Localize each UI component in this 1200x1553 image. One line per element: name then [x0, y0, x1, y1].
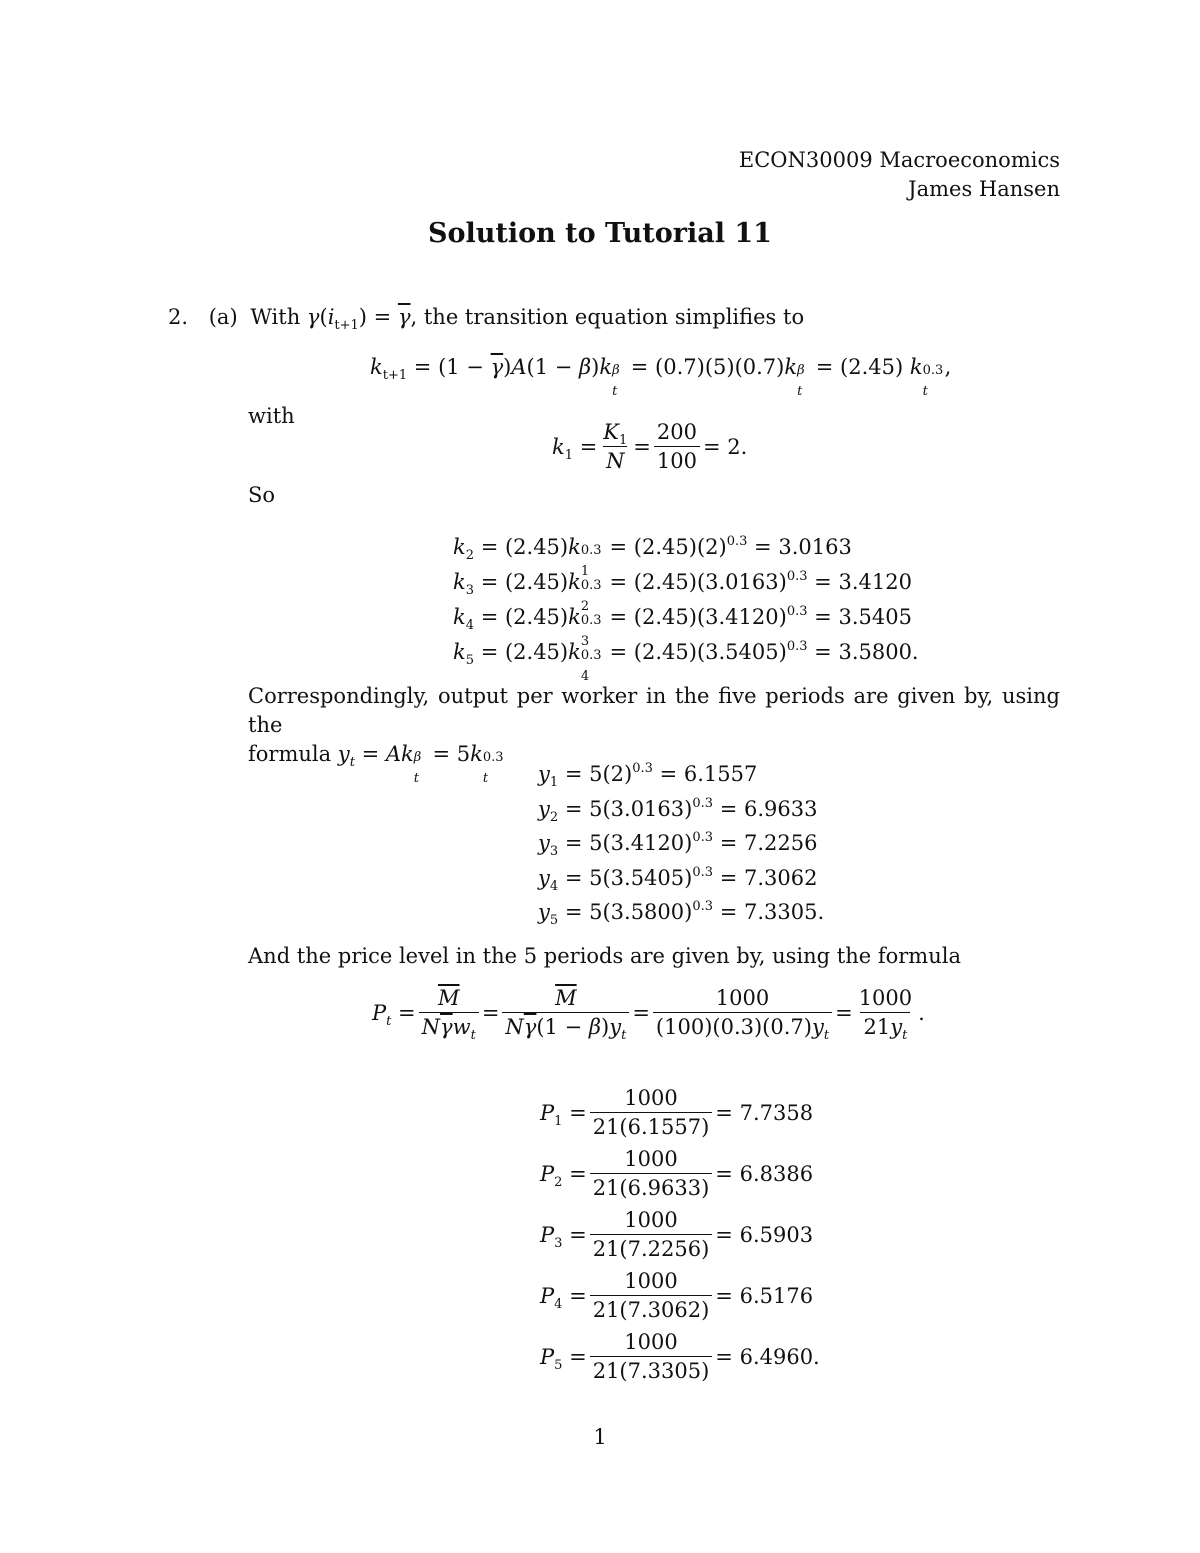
p-row: $P_3$ = $\frac{1000}{21(7.2256)}$ = 6.5903: [540, 1208, 814, 1261]
price-intro: And the price level in the 5 periods are given by, using the formula: [248, 944, 961, 968]
p-row: $P_4$ = $\frac{1000}{21(7.3062)}$ = 6.5176: [540, 1269, 814, 1322]
so-label: So: [248, 483, 276, 507]
k-row: $k_2 = (2.45)k$ 0.3 1 = $(2.45)(2)^{0.3} = 3.0163$: [453, 534, 852, 579]
y-row: $y_2 = 5(3.0163)^{0.3} = 6.9633$: [538, 795, 818, 825]
output-intro-line2: formula $y_t = Ak$ β t = 5k 0.3 t: [248, 742, 504, 786]
header: [739, 146, 1060, 204]
k-row: $k_3 = (2.45)k$ 0.3 2 = $(2.45)(3.0163)^{0.3} = 3.4120$: [453, 569, 912, 614]
question-intro: 2. (a) With $\gamma(i_{t+1}) = \overline{\gamma}$, the transition equation simplifies to: [168, 305, 805, 333]
question-number: 2.: [168, 305, 189, 329]
transition-equation: $k_{t+1} = (1 - \overline{\gamma})A(1 - \beta)k$ β t = (0.7)(5)(0.7)k β t = (2.45) k 0.3 t ,: [370, 355, 952, 399]
k-row: $k_5 = (2.45)k$ 0.3 4 = $(2.45)(3.5405)^{0.3} = 3.5800$.: [453, 639, 919, 684]
p-row: $P_5$ = $\frac{1000}{21(7.3305)}$ = 6.4960.: [540, 1330, 820, 1383]
output-intro-line1: Correspondingly, output per worker in the five periods are given by, using the: [248, 684, 1060, 737]
y-row: $y_4 = 5(3.5405)^{0.3} = 7.3062$: [538, 864, 818, 894]
p-row: $P_1$ = $\frac{1000}{21(6.1557)}$ = 7.7358: [540, 1086, 814, 1139]
y-equations: [538, 757, 824, 930]
k1-equation: $k_1$ = $\frac{K_1}{N}$ = $\frac{200}{100}$ = 2.: [552, 420, 748, 473]
question-part: (a): [208, 305, 238, 329]
k-equations: [453, 530, 919, 684]
y-row: $y_5 = 5(3.5800)^{0.3} = 7.3305$.: [538, 899, 825, 928]
p-row: $P_2$ = $\frac{1000}{21(6.9633)}$ = 6.8386: [540, 1147, 814, 1200]
course-title: ECON30009 Macroeconomics: [738, 148, 1060, 172]
y-row: $y_3 = 5(3.4120)^{0.3} = 7.2256$: [538, 830, 818, 859]
page-title: Solution to Tutorial 11: [428, 218, 772, 249]
y-row: $y_1 = 5(2)^{0.3} = 6.1557$: [538, 761, 758, 790]
with-label: with: [248, 404, 295, 428]
page-number: 1: [593, 1425, 607, 1449]
price-formula: $P_t$ = $\frac{\overline{M}}{N\overline{\gamma}w_t}$ = $\frac{\overline{M}}{N\overline{\gamma}(1 - \beta)y_t}$ = $\frac{1000}{(100)(0.3)(0.7)y_t}$ = $\frac{1000}{21y_t}$ .: [372, 986, 925, 1043]
k-row: $k_4 = (2.45)k$ 0.3 3 = $(2.45)(3.4120)^{0.3} = 3.5405$: [453, 604, 912, 649]
p-equations: [540, 1082, 820, 1387]
author-name: James Hansen: [908, 177, 1060, 201]
